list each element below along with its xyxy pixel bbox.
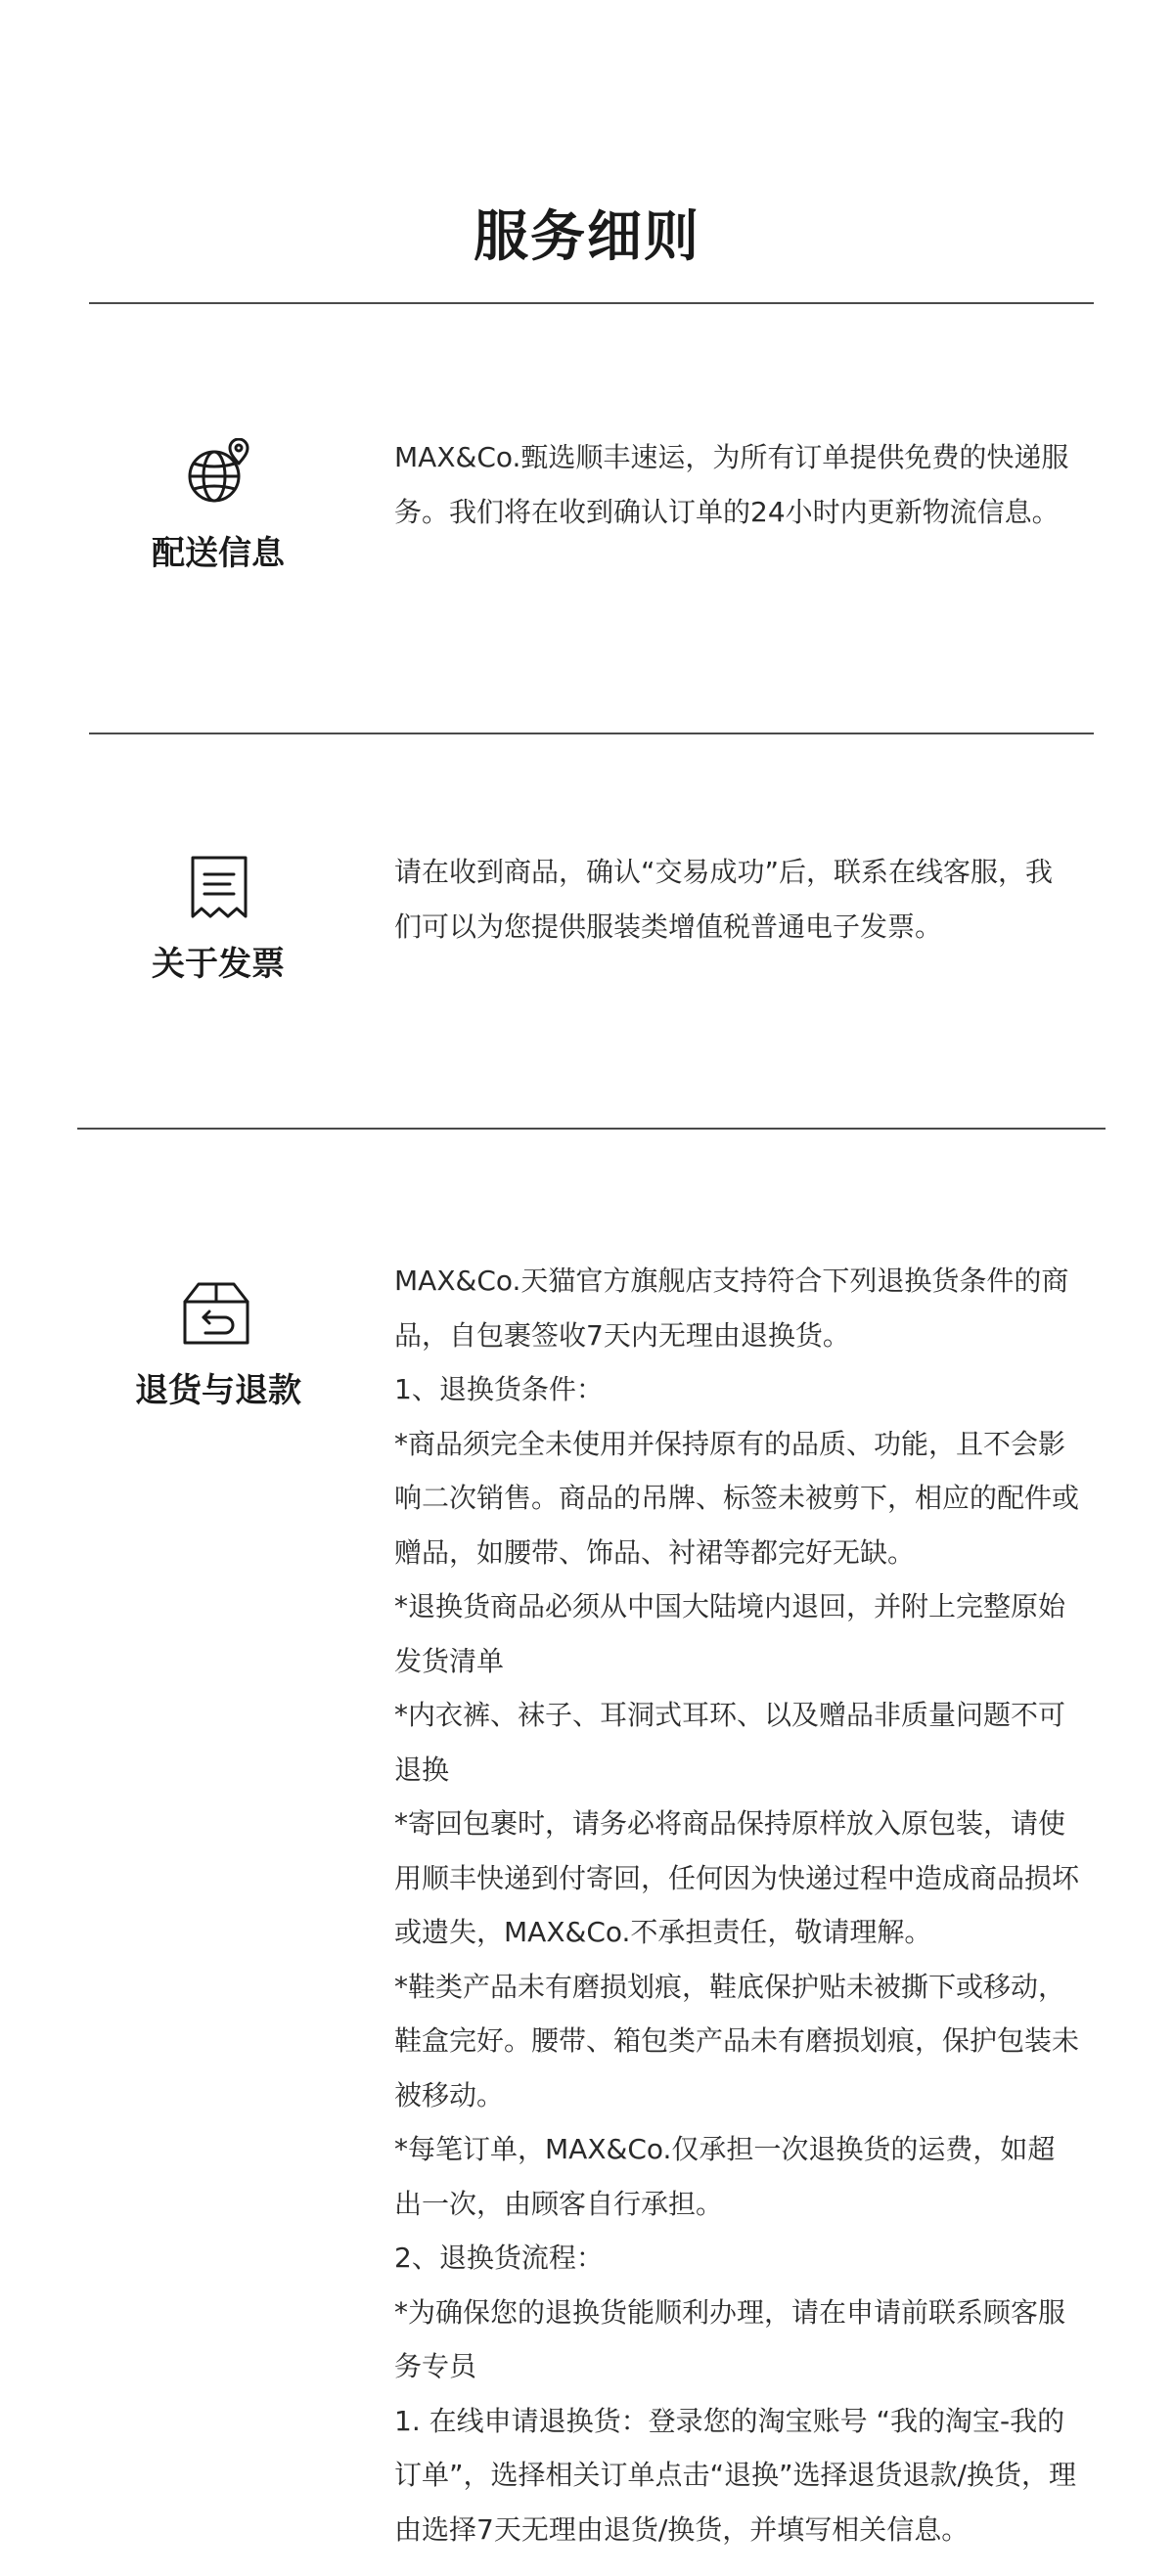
section-text-invoice [394, 845, 1079, 954]
paragraph: *内衣裤、袜子、耳洞式耳环、以及赠品非质量问题不可退换 [394, 1699, 1066, 1786]
divider [77, 1128, 1106, 1130]
paragraph: *每笔订单，MAX&Co.仅承担一次退换货的运费，如超出一次，由顾客自行承担。 [394, 2133, 1056, 2220]
divider [89, 733, 1094, 734]
paragraph: MAX&Co.天猫官方旗舰店支持符合下列退换货条件的商品，自包裹签收7天内无理由退换货。 [394, 1265, 1069, 1352]
section-label-delivery: 配送信息 [152, 534, 285, 573]
paragraph: *为确保您的退换货能顺利办理，请在申请前联系顾客服务专员 [394, 2295, 1066, 2382]
paragraph: MAX&Co.甄选顺丰速运，为所有订单提供免费的快递服务。我们将在收到确认订单的24小时内更新物流信息。 [394, 441, 1069, 528]
paragraph: 请在收到商品，确认“交易成功”后，联系在线客服，我们可以为您提供服装类增值税普通电子发票。 [394, 856, 1054, 943]
section-label-returns: 退货与退款 [135, 1371, 301, 1410]
globe-location-icon [184, 438, 252, 507]
paragraph: 1. 在线申请退换货：登录您的淘宝账号 “我的淘宝-我的订单”，选择相关订单点击“退换”选择退货退款/换货，理由选择7天无理由退货/换货，并填写相关信息。 [394, 2404, 1076, 2546]
divider [89, 302, 1094, 304]
section-text-delivery [394, 430, 1079, 539]
paragraph: *退换货商品必须从中国大陆境内退回，并附上完整原始发货清单 [394, 1590, 1066, 1677]
paragraph: *鞋类产品未有磨损划痕，鞋底保护贴未被撕下或移动，鞋盒完好。腰带、箱包类产品未有磨损划痕，保护包装未被移动。 [394, 1970, 1080, 2111]
paragraph: *商品须完全未使用并保持原有的品质、功能，且不会影响二次销售。商品的吊牌、标签未被剪下，相应的配件或赠品，如腰带、饰品、衬裙等都完好无缺。 [394, 1427, 1080, 1569]
paragraph: *寄回包裹时，请务必将商品保持原样放入原包装，请使用顺丰快递到付寄回，任何因为快递过程中造成商品损坏或遗失，MAX&Co.不承担责任，敬请理解。 [394, 1807, 1080, 1948]
return-box-icon [182, 1281, 250, 1346]
section-text-returns [394, 1254, 1079, 2556]
section-label-invoice: 关于发票 [152, 945, 285, 984]
page-title: 服务细则 [474, 204, 700, 269]
receipt-icon [189, 855, 249, 919]
paragraph: 2、退换货流程： [394, 2242, 604, 2274]
paragraph: 1、退换货条件： [394, 1373, 604, 1405]
